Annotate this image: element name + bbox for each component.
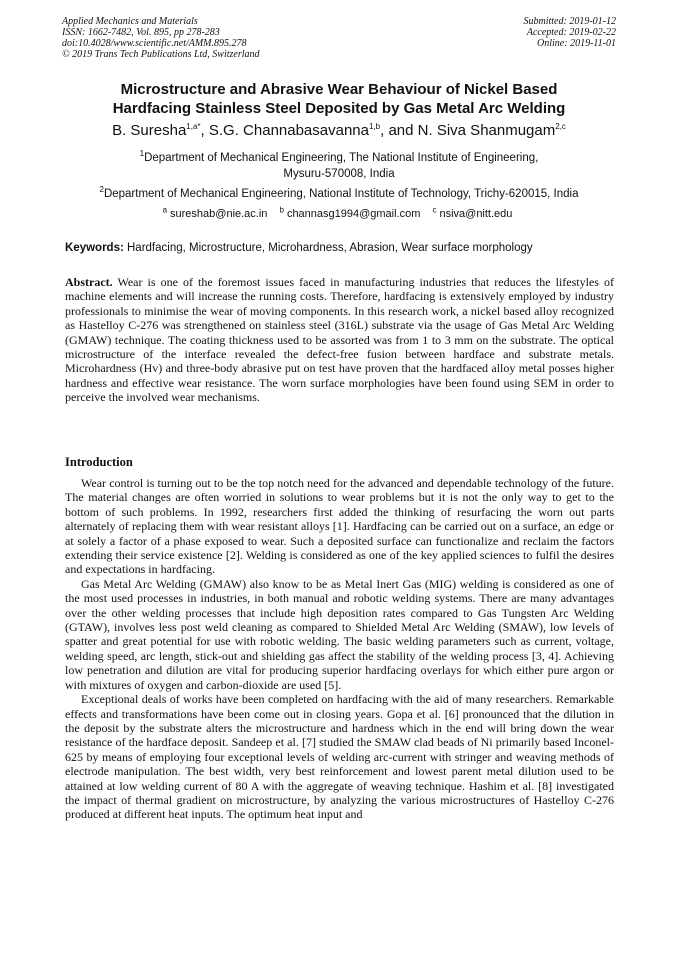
email-c[interactable]: nsiva@nitt.edu — [439, 208, 513, 220]
email-a-marker: a — [162, 205, 168, 215]
author-emails — [20, 207, 658, 221]
intro-paragraph-2: Gas Metal Arc Welding (GMAW) also know to be as Metal Inert Gas (MIG) welding is considered as one of the most used processes in industries, in both manual and robotic welding systems. There are many advantages over the other welding processes that include high deposition rates compared to Gas Tungsten Arc Welding (GTAW), involves less post weld cleaning as compared to Shielded Metal Arc Welding (SMAW), low levels of spatter and great potential for use with robotic welding. The basic welding parameters such as current, voltage, welding speed, arc length, stick-out and shielding gas affect the stability of the welding process [3, 4]. Achieving low penetration and dilution are vital for producing superior hardfacing overlays for which either pure argon or with mixtures of oxygen and carbon-dioxide are used [5]. — [65, 576, 614, 692]
journal-copyright: © 2019 Trans Tech Publications Ltd, Switzerland — [62, 49, 260, 60]
accepted-date: Accepted: 2019-02-22 — [526, 27, 616, 38]
abstract-label: Abstract. — [65, 275, 113, 289]
email-c-marker: c — [432, 205, 437, 215]
title-line-1: Microstructure and Abrasive Wear Behaviour of Nickel Based — [120, 81, 558, 98]
affiliation-1 — [20, 150, 658, 182]
affiliation-1-line-2: Mysuru-570008, India — [283, 168, 395, 180]
online-date: Online: 2019-11-01 — [537, 38, 616, 49]
abstract — [65, 275, 614, 405]
submitted-date: Submitted: 2019-01-12 — [523, 16, 616, 27]
paper-title — [40, 80, 638, 118]
email-b[interactable]: channasg1994@gmail.com — [286, 208, 421, 220]
author-3-affiliation: 2,c — [555, 122, 566, 131]
affiliation-1-marker: 1 — [139, 149, 145, 159]
intro-paragraph-1: Wear control is turning out to be the top notch need for the advanced and dependable technology of the future. The material changes are often worried in solutions to wear problems but it is not the only way to get to the bottom of such problems. In 1992, researchers first added the thinking of resurfacing the worn out parts alternately of replacing them with wear resistant alloys [1]. Hardfacing can be carried out on a surface, an edge or at solely a factor of a phase exposed to wear. Such a deposited surface can functionalize and reclaim the factors extending their service existence [2]. Welding is considered as one of the key applied sciences to fulfil the desires and expectations in hardfacing. — [65, 476, 614, 577]
keywords-text: Hardfacing, Microstructure, Microhardness, Abrasion, Wear surface morphology — [127, 242, 533, 254]
affiliation-2 — [20, 186, 658, 202]
email-a[interactable]: sureshab@nie.ac.in — [170, 208, 268, 220]
introduction-heading: Introduction — [65, 455, 133, 469]
affiliation-1-line-1: Department of Mechanical Engineering, The National Institute of Engineering, — [144, 152, 539, 164]
journal-doi: doi:10.4028/www.scientific.net/AMM.895.278 — [62, 38, 247, 49]
author-1: B. Suresha — [112, 122, 187, 139]
author-1-affiliation: 1,a* — [186, 122, 201, 131]
introduction-body — [65, 476, 614, 822]
journal-name: Applied Mechanics and Materials — [62, 16, 198, 27]
author-3: N. Siva Shanmugam — [417, 122, 556, 139]
email-b-marker: b — [279, 205, 284, 215]
journal-issn: ISSN: 1662-7482, Vol. 895, pp 278-283 — [62, 27, 220, 38]
journal-info — [62, 16, 260, 60]
author-and: and — [388, 122, 414, 139]
author-2-affiliation: 1,b — [369, 122, 381, 131]
keywords-label: Keywords: — [65, 242, 124, 254]
abstract-text: Wear is one of the foremost issues faced in manufacturing industries that reduces the lifestyles of machine elements and will increase the running costs. Therefore, hardfacing is extensively employed by industry professionals to minimise the wear of moving components. In this research work, a nickel based alloy recognized as Hastelloy C-276 was strengthened on stainless steel (316L) substrate via the usage of Gas Metal Arc Welding (GMAW) technique. The coating thickness used to be assorted was from 1 to 3 mm on the substrate. The optical microstructure of the interface revealed the defect-free fusion between hardface and substrate metals. Microhardness (Hv) and three-body abrasive put on test have proven that the hardfaced alloy metal posses higher hardness and effective wear resistance. The worn surface morphologies have been found using SEM in order to perceive the involved wear mechanisms. — [65, 275, 614, 405]
affiliation-2-marker: 2 — [99, 185, 104, 195]
keywords — [65, 241, 614, 256]
submission-dates — [524, 16, 617, 49]
affiliation-2-line-1: Department of Mechanical Engineering, National Institute of Technology, Trichy-620015, India — [103, 188, 579, 200]
title-line-2: Hardfacing Stainless Steel Deposited by Gas Metal Arc Welding — [112, 100, 566, 117]
author-list: B. Suresha$^{1,a*}$, S.G. Channabasavanna$^{1,b}$, and N. Siva Shanmugam$^{2,c}$ — [112, 122, 566, 139]
author-2: S.G. Channabasavanna — [208, 122, 369, 139]
intro-paragraph-3: Exceptional deals of works have been completed on hardfacing with the aid of many researchers. Remarkable effects and transformations have been come out in closing years. Gopa et al. [6] pronounced that the dilution in the deposit by the substrate alters the microstructure and hardness which in the end will bring down the wear resistance of the hardface deposit. Sandeep et al. [7] studied the SMAW clad beads of Ni primarily based Inconel-625 by means of employing four exceptional levels of welding arc-current with stringer and weaving methods of electrode manipulation. The best width, very best reinforcement and lowest parent metal dilution used to be attained at low welding current of 80 A with the aggregate of weaving technique. Hashim et al. [8] investigated the impact of thermal gradient on microstructure, by analyzing the various microstructures of Hastelloy C-276 produced at different heat inputs. The optimum heat input and — [65, 692, 614, 822]
